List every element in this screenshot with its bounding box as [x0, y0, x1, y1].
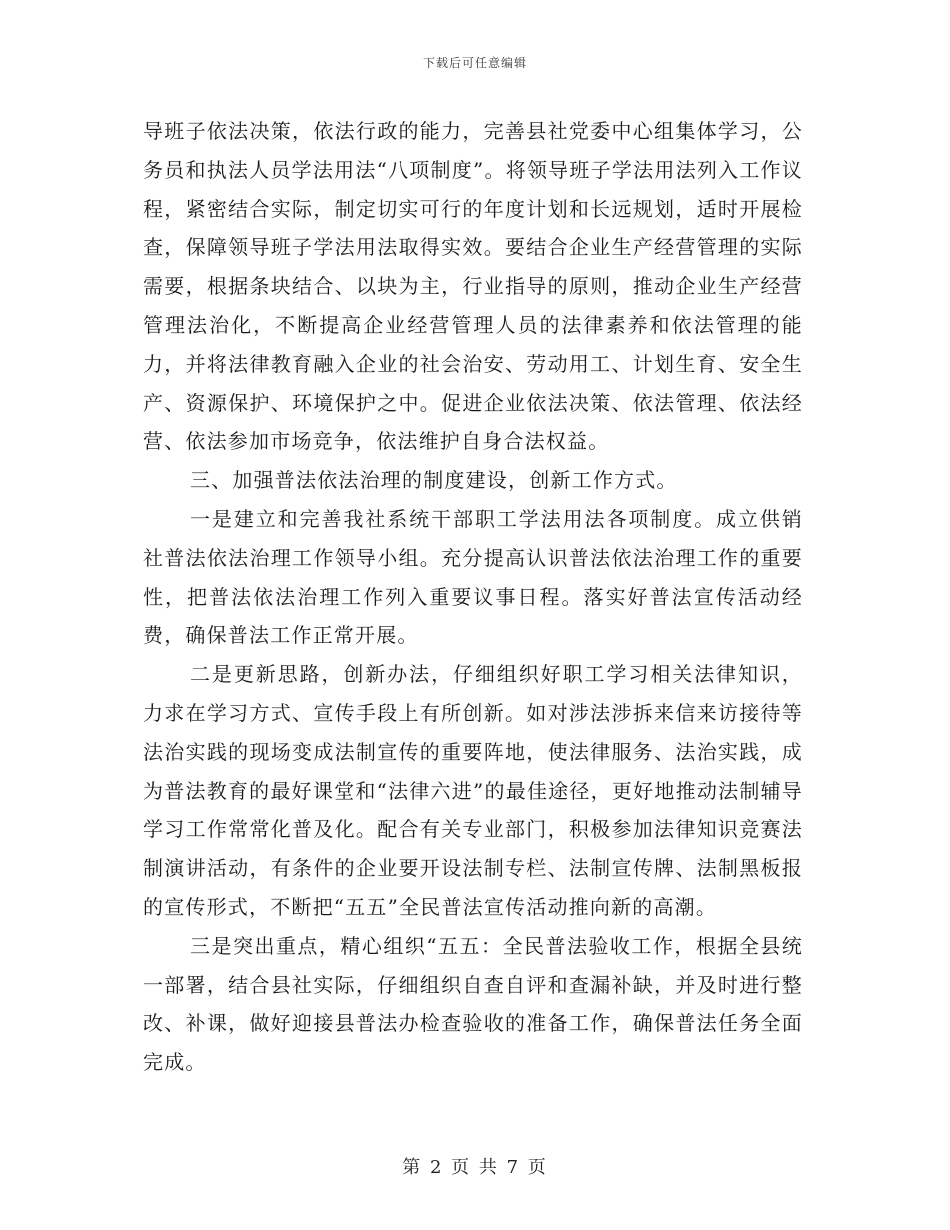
section-heading: 三、加强普法依法治理的制度建设，创新工作方式。 [190, 468, 678, 493]
paragraph-item-one: 一是建立和完善我社系统干部职工学法用法各项制度。成立供销社普法依法治理工作领导小组。充分提高认识普法依法治理工作的重要性，把普法依法治理工作列入重要议事日程。落实好普法宣传活动经费，确保普法工作正常开展。 [143, 506, 803, 648]
page-header: 下载后可任意编辑 [422, 56, 527, 70]
page-number-footer: 第 2 页 共 7 页 [402, 1157, 548, 1178]
document-body [143, 112, 803, 1082]
paragraph-item-two: 二是更新思路，创新办法，仔细组织好职工学习相关法律知识，力求在学习方式、宣传手段上有所创新。如对涉法涉拆来信来访接待等法治实践的现场变成法制宣传的重要阵地，使法律服务、法治实践，成为普法教育的最好课堂和“法律六进”的最佳途径，更好地推动法制辅导学习工作常常化普及化。配合有关专业部门，积极参加法律知识竞赛法制演讲活动，有条件的企业要开设法制专栏、法制宣传牌、法制黑板报的宣传形式，不断把“五五”全民普法宣传活动推向新的高潮。 [143, 662, 803, 919]
paragraph-item-three: 三是突出重点，精心组织“五五：全民普法验收工作，根据全县统一部署，结合县社实际，仔细组织自查自评和查漏补缺，并及时进行整改、补课，做好迎接县普法办检查验收的准备工作，确保普法任务全面完成。 [143, 933, 803, 1075]
paragraph-continuation: 导班子依法决策，依法行政的能力，完善县社党委中心组集体学习，公务员和执法人员学法用法“八项制度”。将领导班子学法用法列入工作议程，紧密结合实际，制定切实可行的年度计划和长远规划，适时开展检查，保障领导班子学法用法取得实效。要结合企业生产经营管理的实际需要，根据条块结合、以块为主，行业指导的原则，推动企业生产经营管理法治化，不断提高企业经营管理人员的法律素养和依法管理的能力，并将法律教育融入企业的社会治安、劳动用工、计划生育、安全生产、资源保护、环境保护之中。促进企业依法决策、依法管理、依法经营、依法参加市场竞争，依法维护自身合法权益。 [143, 119, 803, 454]
